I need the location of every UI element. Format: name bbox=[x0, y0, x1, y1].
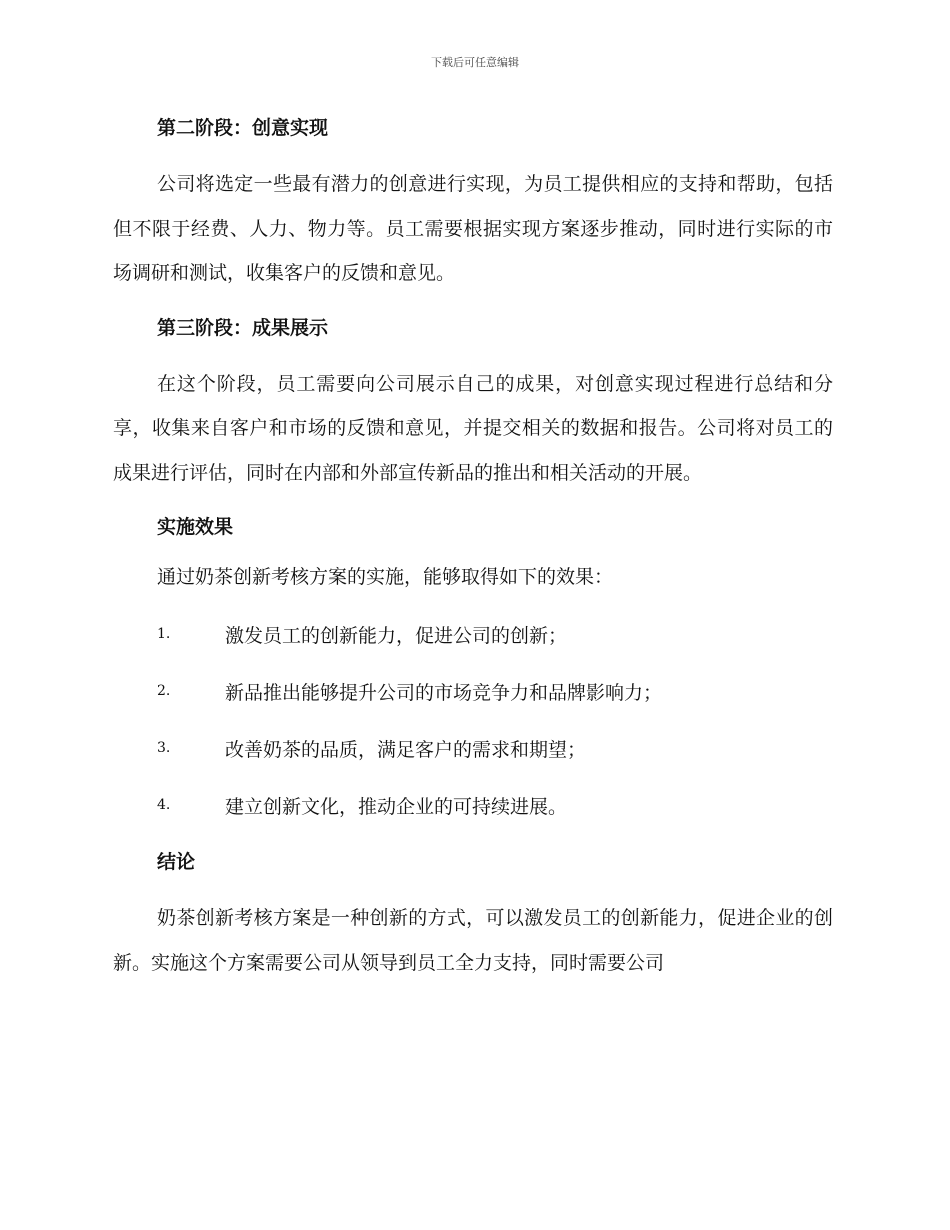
list-text: 建立创新文化，推动企业的可持续进展。 bbox=[225, 795, 568, 818]
paragraph: 在这个阶段，员工需要向公司展示自己的成果，对创意实现过程进行总结和分享，收集来自客户和市场的反馈和意见，并提交相关的数据和报告。公司将对员工的成果进行评估，同时在内部和外部宣传新品的推出和相关活动的开展。 bbox=[113, 372, 833, 484]
section-heading: 第三阶段：成果展示 bbox=[157, 316, 329, 339]
effects-list bbox=[113, 618, 833, 821]
list-text: 改善奶茶的品质，满足客户的需求和期望； bbox=[225, 738, 587, 761]
document-body bbox=[113, 112, 833, 1001]
intro-text: 通过奶茶创新考核方案的实施，能够取得如下的效果： bbox=[157, 566, 614, 588]
section-heading: 结论 bbox=[157, 851, 196, 873]
section-heading: 第二阶段：创意实现 bbox=[157, 117, 329, 139]
section-stage-two bbox=[113, 112, 833, 296]
list-item bbox=[113, 789, 833, 821]
page-header: 下载后可任意编辑 bbox=[431, 56, 519, 69]
section-heading: 实施效果 bbox=[157, 516, 234, 538]
section-conclusion bbox=[113, 846, 833, 985]
paragraph: 公司将选定一些最有潜力的创意进行实现，为员工提供相应的支持和帮助，包括但不限于经费、人力、物力等。员工需要根据实现方案逐步推动，同时进行实际的市场调研和测试，收集客户的反馈和意见。 bbox=[113, 173, 833, 284]
section-stage-three bbox=[113, 312, 833, 496]
list-text: 新品推出能够提升公司的市场竞争力和品牌影响力； bbox=[225, 681, 663, 704]
paragraph: 奶茶创新考核方案是一种创新的方式，可以激发员工的创新能力，促进企业的创新。实施这个方案需要公司从领导到员工全力支持，同时需要公司 bbox=[113, 907, 833, 974]
list-number: 1. bbox=[157, 626, 171, 642]
list-text: 激发员工的创新能力，促进公司的创新； bbox=[225, 624, 568, 647]
list-item bbox=[113, 675, 833, 707]
list-number: 4. bbox=[157, 797, 171, 813]
list-number: 3. bbox=[157, 740, 171, 756]
list-item bbox=[113, 732, 833, 764]
section-effects bbox=[113, 511, 833, 821]
list-item bbox=[113, 618, 833, 650]
list-number: 2. bbox=[157, 683, 171, 699]
